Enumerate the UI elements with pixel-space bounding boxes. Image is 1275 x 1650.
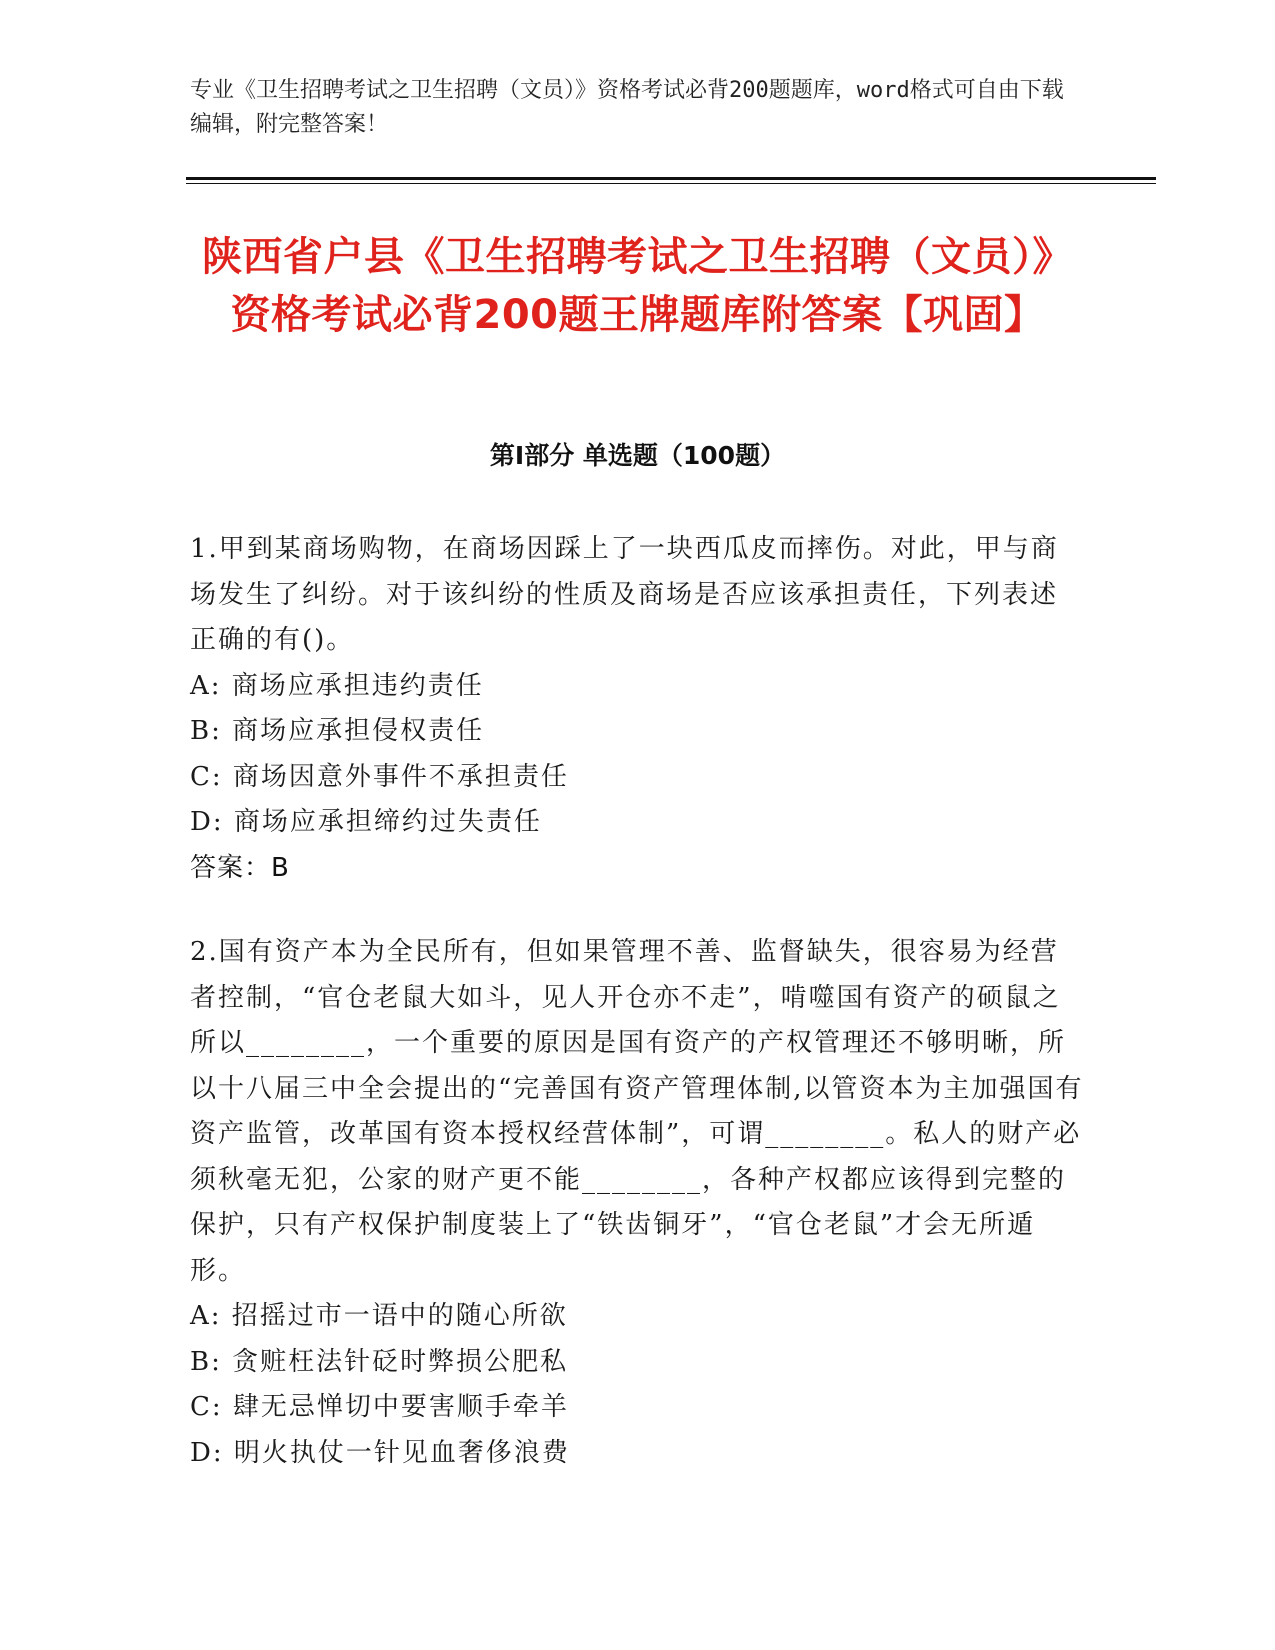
option-c: C: 商场因意外事件不承担责任 (190, 761, 569, 792)
section-heading: 第Ⅰ部分 单选题（100题） (489, 441, 786, 470)
option-d: D: 商场应承担缔约过失责任 (190, 807, 542, 837)
header-note: 专业《卫生招聘考试之卫生招聘（文员）》资格考试必背200题题库，word格式可自由下载编辑，附完整答案！ (190, 78, 1064, 137)
question-2 (190, 930, 1085, 1476)
document-title: 陕西省户县《卫生招聘考试之卫生招聘（文员）》资格考试必背200题王牌题库附答案【巩固】 (202, 234, 1073, 338)
option-d: D: 明火执仗一针见血奢侈浪费 (190, 1437, 570, 1468)
header-rule-thick (186, 177, 1156, 180)
question-text: 2.国有资产本为全民所有，但如果管理不善、监督缺失，很容易为经营者控制，“官仓老鼠大如斗，见人开仓亦不走”，啃噬国有资产的硕鼠之所以________，一个重要的原因是国有资产的产权管理还不够明晰，所以十八届三中全会提出的“完善国有资产管理体制,以管资本为主加强国有资产监管，改革国有资本授权经营体制”，可谓________。私人的财产必须秋毫无犯，公家的财产更不能________，各种产权都应该得到完整的保护，只有产权保护制度装上了“铁齿铜牙”，“官仓老鼠”才会无所遁形。 (190, 937, 1084, 1286)
option-b: B: 贪赃枉法针砭时弊损公肥私 (190, 1346, 569, 1377)
option-a: A: 招摇过市一语中的随心所欲 (190, 1301, 568, 1331)
option-a: A: 商场应承担违约责任 (190, 670, 484, 701)
answer: 答案：B (190, 852, 290, 883)
option-b: B: 商场应承担侵权责任 (190, 716, 485, 746)
option-c: C: 肆无忌惮切中要害顺手牵羊 (190, 1392, 569, 1422)
question-1 (190, 527, 1085, 891)
question-text: 1.甲到某商场购物，在商场因踩上了一块西瓜皮而摔伤。对此，甲与商场发生了纠纷。对于该纠纷的性质及商场是否应该承担责任，下列表述正确的有()。 (190, 534, 1059, 655)
header-rule-thin (186, 183, 1156, 184)
